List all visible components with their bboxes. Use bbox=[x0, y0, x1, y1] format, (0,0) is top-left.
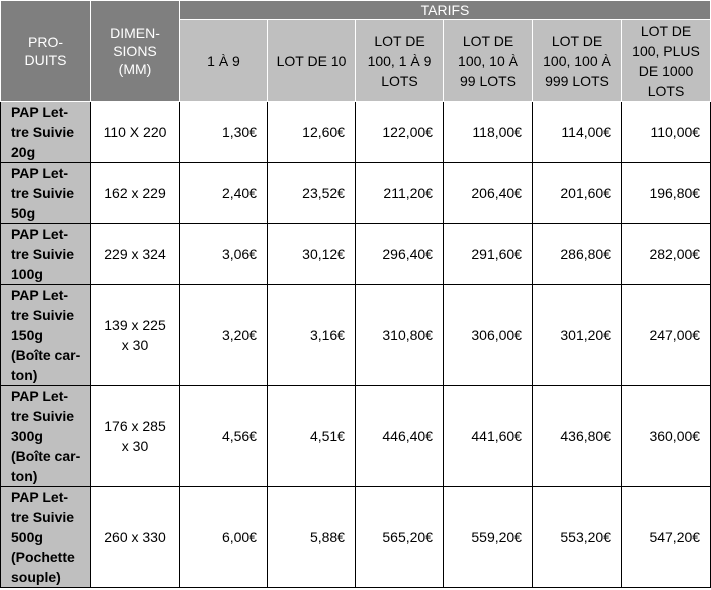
product-cell: PAP Let- tre Suivie 500g (Pochette souple) bbox=[1, 487, 91, 588]
price-cell: 296,40€ bbox=[356, 224, 444, 285]
table-row bbox=[1, 224, 711, 285]
header-row-top bbox=[1, 1, 711, 20]
price-cell: 282,00€ bbox=[622, 224, 711, 285]
price-cell: 559,20€ bbox=[444, 487, 533, 588]
table-row bbox=[1, 285, 711, 386]
price-cell: 3,16€ bbox=[268, 285, 356, 386]
price-cell: 122,00€ bbox=[356, 102, 444, 163]
header-tarifs: TARIFS bbox=[180, 1, 711, 20]
dimensions-cell: 176 x 285 x 30 bbox=[91, 386, 180, 487]
header-col-1: 1 À 9 bbox=[180, 20, 268, 102]
price-cell: 565,20€ bbox=[356, 487, 444, 588]
header-col-6: LOT DE 100, PLUS DE 1000 LOTS bbox=[622, 20, 711, 102]
price-cell: 196,80€ bbox=[622, 163, 711, 224]
dimensions-cell: 110 X 220 bbox=[91, 102, 180, 163]
product-cell: PAP Let- tre Suivie 100g bbox=[1, 224, 91, 285]
price-cell: 247,00€ bbox=[622, 285, 711, 386]
price-cell: 301,20€ bbox=[533, 285, 622, 386]
price-cell: 23,52€ bbox=[268, 163, 356, 224]
price-cell: 446,40€ bbox=[356, 386, 444, 487]
price-cell: 5,88€ bbox=[268, 487, 356, 588]
dimensions-cell: 162 x 229 bbox=[91, 163, 180, 224]
product-cell: PAP Let- tre Suivie 20g bbox=[1, 102, 91, 163]
price-cell: 436,80€ bbox=[533, 386, 622, 487]
product-cell: PAP Let- tre Suivie 150g (Boîte car- ton) bbox=[1, 285, 91, 386]
product-cell: PAP Let- tre Suivie 300g (Boîte car- ton) bbox=[1, 386, 91, 487]
table-row bbox=[1, 386, 711, 487]
price-cell: 360,00€ bbox=[622, 386, 711, 487]
price-cell: 3,20€ bbox=[180, 285, 268, 386]
price-cell: 211,20€ bbox=[356, 163, 444, 224]
header-col-4: LOT DE 100, 10 À 99 LOTS bbox=[444, 20, 533, 102]
price-cell: 201,60€ bbox=[533, 163, 622, 224]
price-cell: 291,60€ bbox=[444, 224, 533, 285]
header-produits: PRO- DUITS bbox=[1, 1, 91, 102]
product-cell: PAP Let- tre Suivie 50g bbox=[1, 163, 91, 224]
price-cell: 310,80€ bbox=[356, 285, 444, 386]
price-cell: 6,00€ bbox=[180, 487, 268, 588]
price-cell: 1,30€ bbox=[180, 102, 268, 163]
price-cell: 114,00€ bbox=[533, 102, 622, 163]
price-cell: 553,20€ bbox=[533, 487, 622, 588]
header-col-5: LOT DE 100, 100 À 999 LOTS bbox=[533, 20, 622, 102]
price-cell: 30,12€ bbox=[268, 224, 356, 285]
header-col-3: LOT DE 100, 1 À 9 LOTS bbox=[356, 20, 444, 102]
price-cell: 118,00€ bbox=[444, 102, 533, 163]
price-cell: 3,06€ bbox=[180, 224, 268, 285]
price-cell: 206,40€ bbox=[444, 163, 533, 224]
dimensions-cell: 229 x 324 bbox=[91, 224, 180, 285]
table-row bbox=[1, 487, 711, 588]
price-cell: 4,56€ bbox=[180, 386, 268, 487]
price-cell: 4,51€ bbox=[268, 386, 356, 487]
price-cell: 12,60€ bbox=[268, 102, 356, 163]
price-cell: 547,20€ bbox=[622, 487, 711, 588]
price-cell: 110,00€ bbox=[622, 102, 711, 163]
header-dimensions: DIMEN- SIONS (MM) bbox=[91, 1, 180, 102]
price-cell: 286,80€ bbox=[533, 224, 622, 285]
table-row bbox=[1, 102, 711, 163]
dimensions-cell: 260 x 330 bbox=[91, 487, 180, 588]
price-cell: 306,00€ bbox=[444, 285, 533, 386]
dimensions-cell: 139 x 225 x 30 bbox=[91, 285, 180, 386]
price-cell: 2,40€ bbox=[180, 163, 268, 224]
header-col-2: LOT DE 10 bbox=[268, 20, 356, 102]
table-row bbox=[1, 163, 711, 224]
price-cell: 441,60€ bbox=[444, 386, 533, 487]
